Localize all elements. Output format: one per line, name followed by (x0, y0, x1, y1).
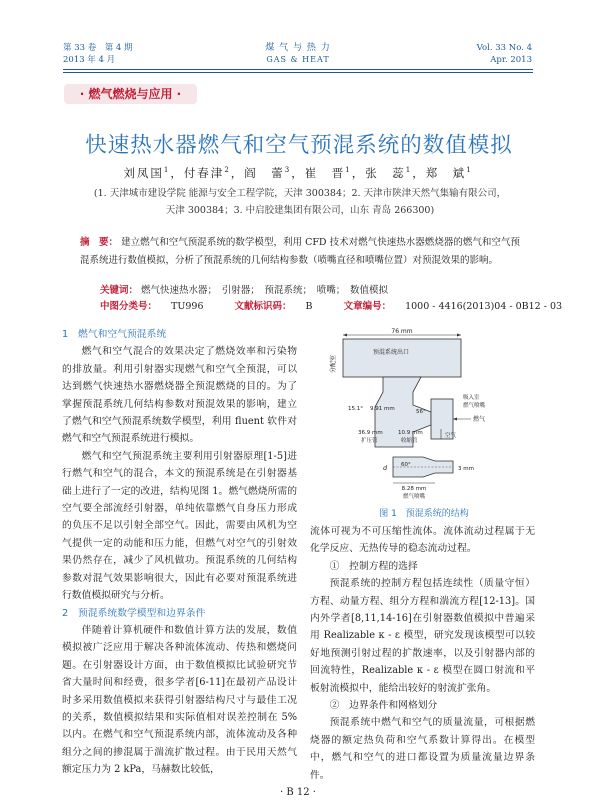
section-heading: 1 燃气和空气预混系统 (62, 329, 167, 340)
page-number: · B 12 · (280, 787, 316, 798)
article-title: 快速热水器燃气和空气预混系统的数值模拟 (85, 133, 513, 158)
fig-inlet: 吸入室 (463, 395, 480, 401)
fig-dim-d: 3 mm (458, 466, 474, 472)
paragraph: 燃气和空气混合的效果决定了燃烧效率和污染物的排放量。利用引射器实现燃气和空气全预混，可以达到燃气快速热水器燃烧器全预混燃烧的目的。为了掌握预混系统几何结构参数对预混效果的影响，建立了燃气和空气预混系统数学模型，利用 fluent 软件对燃气和空气预混系统进行模拟。 (62, 346, 297, 445)
figure-1 (313, 327, 538, 507)
fig-dim-a: 9.91 mm (370, 406, 395, 412)
author-affil-mark: 1 (345, 166, 352, 175)
left-column (62, 326, 297, 779)
author-affil-mark: 2 (224, 166, 231, 175)
fig-air: 空气 (445, 433, 457, 439)
journal-volume: 第 33 卷 第 4 期 2013 年 4 月 (63, 43, 133, 65)
author-affil-mark: 1 (405, 166, 413, 175)
subsection-heading: ② 边界条件和网格划分 (329, 700, 438, 712)
paragraph: 预混系统中燃气和空气的质量流量，可根据燃烧器的额定热负荷和空气系数计算得出。在模型中，燃气和空气的进口都设置为质量流量边界条件。 (310, 717, 535, 781)
figure-caption: 图 1 预混系统的结构 (379, 509, 469, 519)
fig-angle3: 60° (401, 462, 411, 468)
section-heading: 2 预混系统数学模型和边界条件 (62, 607, 206, 619)
author-name: 付春津 (183, 166, 225, 180)
fig-distribution: 分配室 (330, 354, 337, 373)
keywords-label: 关键词： (100, 285, 139, 296)
header-rule-thin (63, 72, 533, 73)
fig-dim-top: 76 mm (391, 328, 413, 335)
author-name: 张 蕊 (365, 166, 406, 180)
fig-gas: 燃气 (473, 416, 486, 423)
author-name: 阎 蕾 (244, 166, 285, 180)
header-rule (63, 69, 533, 70)
fig-d: d (383, 464, 388, 472)
fig-dim-b: 36.9 mm (358, 430, 383, 436)
doc-label: 文献标识码： (234, 301, 292, 312)
paragraph: 流体可视为不可压缩性流体。流体流动过程属于无化学反应、无热传导的稳态流动过程。 (310, 526, 535, 555)
journal-name: 煤 气 与 热 力 GAS & HEAT (265, 43, 331, 64)
section-tag: · 燃气燃烧与应用 · (64, 84, 197, 104)
fig-nozzle2: 燃气喷嘴 (402, 494, 426, 500)
fig-outlet: 预混系统出口 (373, 349, 410, 356)
author-affil-mark: 1 (163, 166, 171, 175)
fig-dim-c: 10.9 mm (398, 430, 423, 436)
doc-value: B (305, 301, 313, 312)
author-name: 崔 晋 (304, 166, 346, 180)
classification (100, 299, 590, 315)
subsection-heading: ① 控制方程的选择 (329, 560, 418, 572)
fig-nozzle: 燃气喷嘴 (463, 403, 486, 409)
clc-label: 中图分类号： (100, 301, 158, 312)
fig-dim-e: 8.28 mm (401, 486, 427, 492)
journal-issue-en: Vol. 33 No. 4 Apr. 2013 (476, 43, 532, 65)
keywords (100, 283, 388, 299)
paragraph: 伴随着计算机硬件和数值计算方法的发展，数值模拟被广泛应用于解决各种流体流动、传热和燃烧问题。在引射器设计方面，由于数值模拟比试验研究节省大量时间和经费，很多学者[6-11]在最初产品设计时多采用数值模拟来获得引射器结构尺寸与最佳工况的关系，数值模拟结果和实际值相对误差控制在 5% 以内。在燃气和空气预混系统内部，流体流动及各种组分之间的掺混属于湍流扩散过程。由于民用天然气额定压力为 2 kPa，马赫数比较低， (62, 624, 297, 776)
keywords-text: 燃气快速热水器； 引射器； 预混系统； 喷嘴； 数值模拟 (141, 285, 389, 296)
abstract (80, 234, 520, 269)
fig-converge: 收缩管 (401, 438, 418, 444)
article-value: 1000 - 4416(2013)04 - 0B12 - 03 (405, 301, 563, 312)
author-affil-mark: 3 (284, 166, 292, 175)
fig-angle2: 56° (416, 409, 426, 415)
paragraph: 预混系统的控制方程包括连续性（质量守恒）方程、动量方程、组分方程和湍流方程[12-13]。国内外学者[8,11,14-16]在引射器数值模拟中普遍采用 Realizable κ - ε 模型，研究发现该模型可以较好地预测引射过程的扩散速率，以及引射器内部的回流特性，Realizable κ - ε 模型在圆口射流和平板射流模拟中，能给出较好的射流扩张角。 (310, 578, 535, 694)
author-name: 郑 斌 (425, 166, 467, 180)
paragraph: 燃气和空气预混系统主要利用引射器原理[1-5]进行燃气和空气的混合，本文的预混系统是在引射器基础上进行了一定的改进，结构见图 1。燃气燃烧所需的空气要全部流经引射器，单纯依靠燃气自身压力形成的负压不足以引射全部空气。因此，需要由风机为空气提供一定的动能和压力能，但燃气对空气的引射效果仍然存在，减少了风机做功。预混系统的几何结构参数对混气效果影响很大，因此有必要对预混系统进行数值模拟研究与分析。 (62, 450, 297, 602)
clc-value: TU996 (171, 301, 204, 312)
right-column (310, 523, 535, 784)
article-label: 文章编号： (343, 301, 392, 312)
fig-angle1: 15.1° (348, 406, 363, 412)
affiliations: (1. 天津城市建设学院 能源与安全工程学院，天津 300384；2. 天津市陕津天然气集输有限公司，天津 300384；3. 中启胶建集团有限公司，山东 青岛 266300) (93, 188, 507, 216)
author-affil-mark: 1 (466, 166, 473, 175)
author-list: 刘凤国$^1$，付春津$^2$，阎 蕾$^3$，崔 晋$^1$，张 蕊$^1$，郑 斌$^1$ (123, 166, 473, 180)
abstract-label: 摘 要： (80, 237, 119, 248)
author-name: 刘凤国 (123, 166, 164, 180)
fig-diffuser: 扩压管 (361, 438, 378, 444)
abstract-text: 建立燃气和空气预混系统的数学模型，利用 CFD 技术对燃气快速热水器燃烧器的燃气和空气预混系统进行数值模拟，分析了预混系统的几何结构参数（喷嘴直径和喷嘴位置）对预混效果的影响。 (80, 237, 520, 266)
